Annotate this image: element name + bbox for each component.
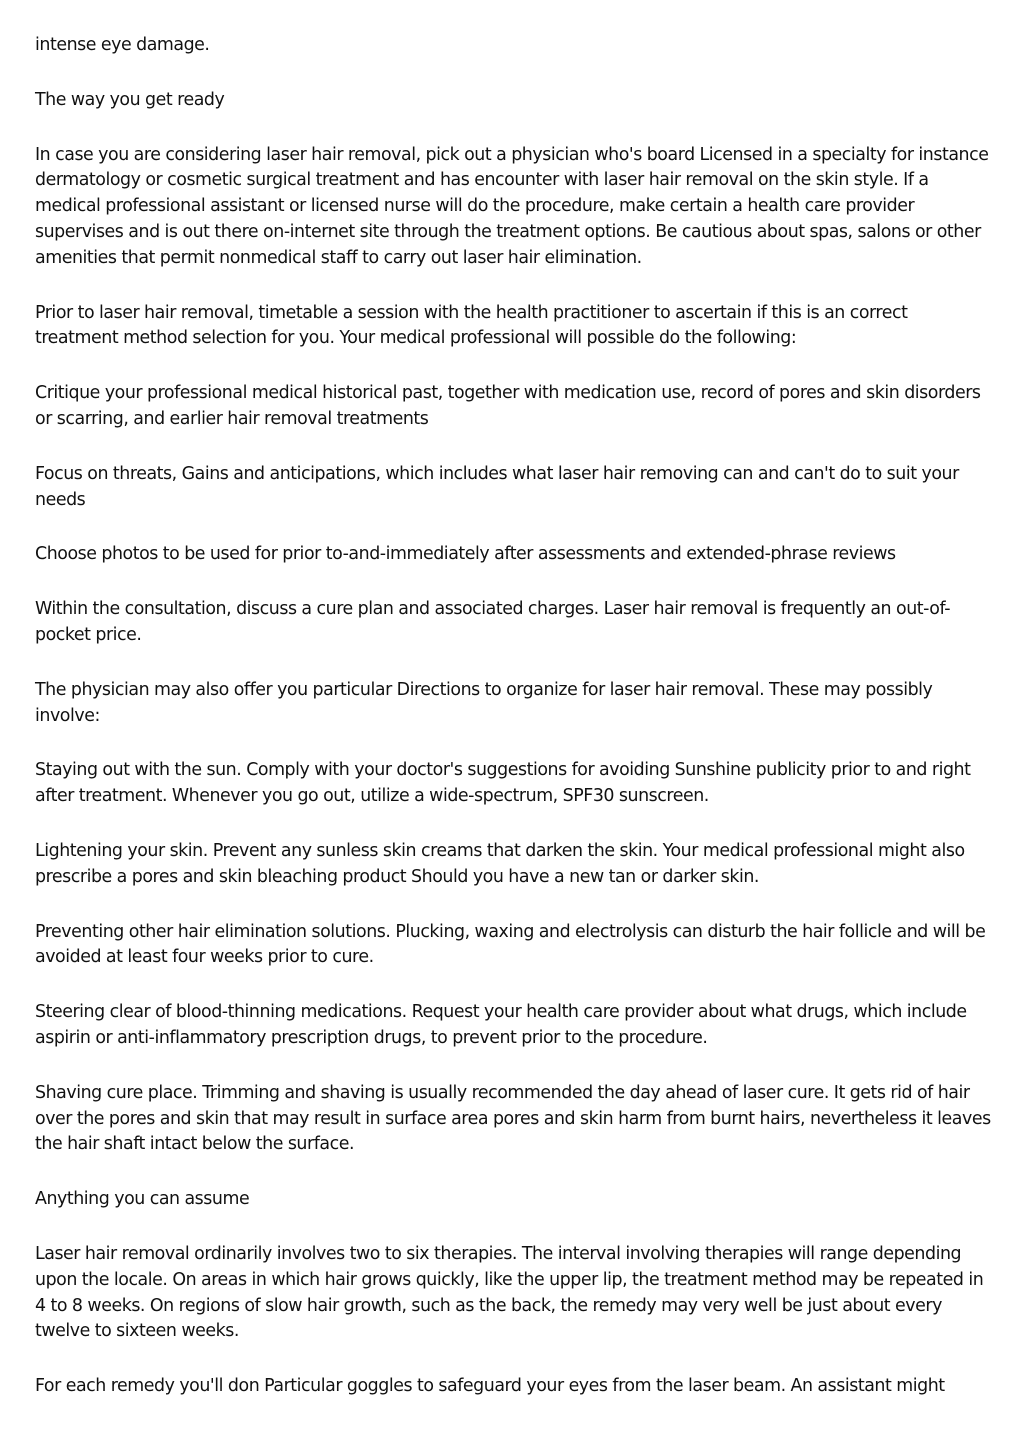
paragraph-cost-plan: Within the consultation, discuss a cure plan and associated charges. Laser hair removal is frequently an out-of-pocket price. (35, 599, 951, 645)
section-heading-what-to-expect: Anything you can assume (35, 1189, 250, 1210)
paragraph-treatment-count: Laser hair removal ordinarily involves two to six therapies. The interval involving therapies will range depending upon the locale. On areas in which hair grows quickly, like the upper lip, the treatment method may be repeated in 4 to 8 weeks. On regions of slow hair growth, such as the back, the remedy may very well be just about every twelve to sixteen weeks. (35, 1243, 984, 1342)
paragraph-avoid-sun: Staying out with the sun. Comply with your doctor's suggestions for avoiding Sunshine publicity prior to and right after treatment. Whenever you go out, utilize a wide-spectrum, SPF30 sunscreen. (35, 760, 971, 807)
section-heading-preparation: The way you get ready (35, 89, 225, 110)
paragraph-instructions: The physician may also offer you particular Directions to organize for laser hair removal. These may possibly involve: (35, 679, 933, 726)
paragraph-take-photos: Choose photos to be used for prior to-and-immediately after assessments and extended-phrase reviews (35, 544, 896, 565)
paragraph-discuss-risks: Focus on threats, Gains and anticipations, which includes what laser hair removing can and can't do to suit your needs (35, 463, 959, 510)
document-body (35, 33, 995, 1400)
paragraph-goggles: For each remedy you'll don Particular goggles to safeguard your eyes from the laser beam. An assistant might (35, 1376, 945, 1397)
paragraph-continuation: intense eye damage. (35, 35, 210, 55)
paragraph-lighten-skin: Lightening your skin. Prevent any sunless skin creams that darken the skin. Your medical professional might also prescribe a pores and skin bleaching product Should you have a new tan or darker skin. (35, 840, 965, 887)
paragraph-review-history: Critique your professional medical historical past, together with medication use, record of pores and skin disorders or scarring, and earlier hair removal treatments (35, 383, 981, 429)
paragraph-avoid-other-removal: Preventing other hair elimination solutions. Plucking, waxing and electrolysis can disturb the hair follicle and will be avoided at least four weeks prior to cure. (35, 921, 986, 968)
paragraph-choose-physician: In case you are considering laser hair removal, pick out a physician who's board Licensed in a specialty for instance dermatology or cosmetic surgical treatment and has encounter with laser hair removal on the skin style. If a medical professional assistant or licensed nurse will do the procedure, make certain a health care provider supervises and is out there on-internet site through the treatment options. Be cautious about spas, salons or other amenities that permit nonmedical staff to carry out laser hair elimination. (35, 144, 989, 268)
paragraph-blood-thinners: Steering clear of blood-thinning medications. Request your health care provider about what drugs, which include aspirin or anti-inflammatory prescription drugs, to prevent prior to the procedure. (35, 1002, 967, 1048)
paragraph-schedule-consultation: Prior to laser hair removal, timetable a session with the health practitioner to ascertain if this is an correct treatment method selection for you. Your medical professional will possible do the following: (35, 302, 908, 349)
paragraph-shaving: Shaving cure place. Trimming and shaving is usually recommended the day ahead of laser cure. It gets rid of hair over the pores and skin that may result in surface area pores and skin harm from burnt hairs, nevertheless it leaves the hair shaft intact below the surface. (35, 1082, 991, 1155)
